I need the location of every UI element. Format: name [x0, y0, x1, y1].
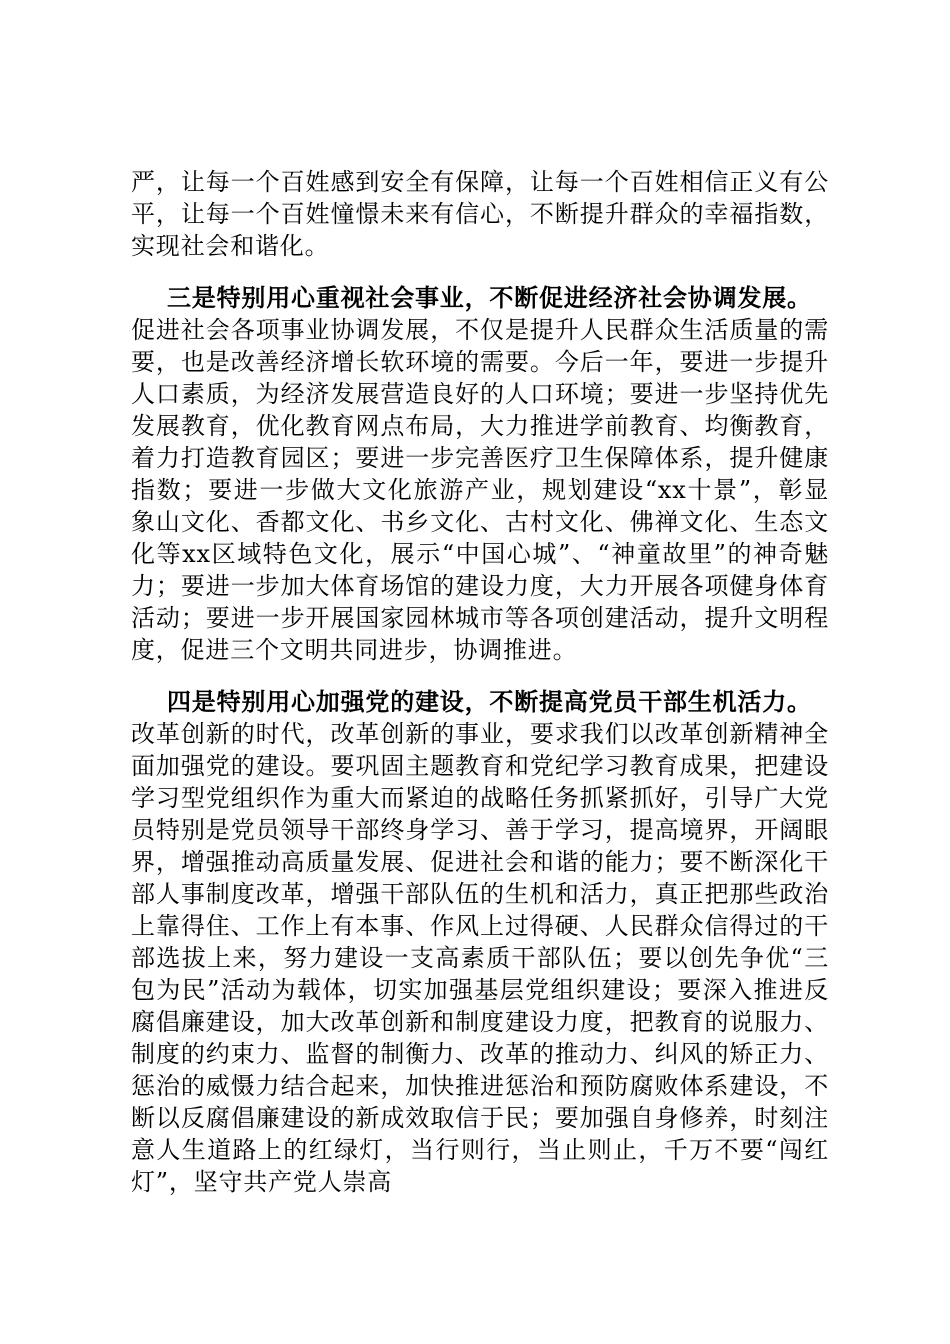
paragraph-heading: 三是特别用心重视社会事业，不断促进经济社会协调发展。 [167, 283, 812, 312]
paragraph-body: 严，让每一个百姓感到安全有保障，让每一个百姓相信正义有公平，让每一个百姓憧憬未来有信心，不断提升群众的幸福指数，实现社会和谐化。 [131, 168, 829, 260]
paragraph-body: 改革创新的时代，改革创新的事业，要求我们以改革创新精神全面加强党的建设。要巩固主题教育和党纪学习教育成果，把建设学习型党组织作为重大而紧迫的战略任务抓紧抓好，引导广大党员特别是党员领导干部终身学习、善于学习，提高境界，开阔眼界，增强推动高质量发展、促进社会和谐的能力；要不断深化干部人事制度改革，增强干部队伍的生机和活力，真正把那些政治上靠得住、工作上有本事、作风上过得硬、人民群众信得过的干部选拔上来，努力建设一支高素质干部队伍；要以创先争优“三包为民”活动为载体，切实加强基层党组织建设；要深入推进反腐倡廉建设，加大改革创新和制度建设力度，把教育的说服力、制度的约束力、监督的制衡力、改革的推动力、纠风的矫正力、惩治的威慑力结合起来，加快推进惩治和预防腐败体系建设，不断以反腐倡廉建设的新成效取信于民；要加强自身修养，时刻注意人生道路上的红绿灯，当行则行，当止则止，千万不要“闯红灯”，坚守共产党人崇高 [131, 720, 829, 1196]
document-page [131, 166, 829, 1198]
paragraph-party-building [131, 686, 829, 1198]
paragraph-social-affairs [131, 282, 829, 666]
paragraph-heading: 四是特别用心加强党的建设，不断提高党员干部生机活力。 [167, 687, 812, 716]
paragraph-continuation [131, 166, 829, 262]
paragraph-body: 促进社会各项事业协调发展，不仅是提升人民群众生活质量的需要，也是改善经济增长软环境的需要。今后一年，要进一步提升人口素质，为经济发展营造良好的人口环境；要进一步坚持优先发展教育，优化教育网点布局，大力推进学前教育、均衡教育，着力打造教育园区；要进一步完善医疗卫生保障体系，提升健康指数；要进一步做大文化旅游产业，规划建设“xx十景”，彰显象山文化、香都文化、书乡文化、古村文化、佛禅文化、生态文化等xx区域特色文化，展示“中国心城”、“神童故里”的神奇魅力；要进一步加大体育场馆的建设力度，大力开展各项健身体育活动；要进一步开展国家园林城市等各项创建活动，提升文明程度，促进三个文明共同进步，协调推进。 [131, 316, 829, 664]
